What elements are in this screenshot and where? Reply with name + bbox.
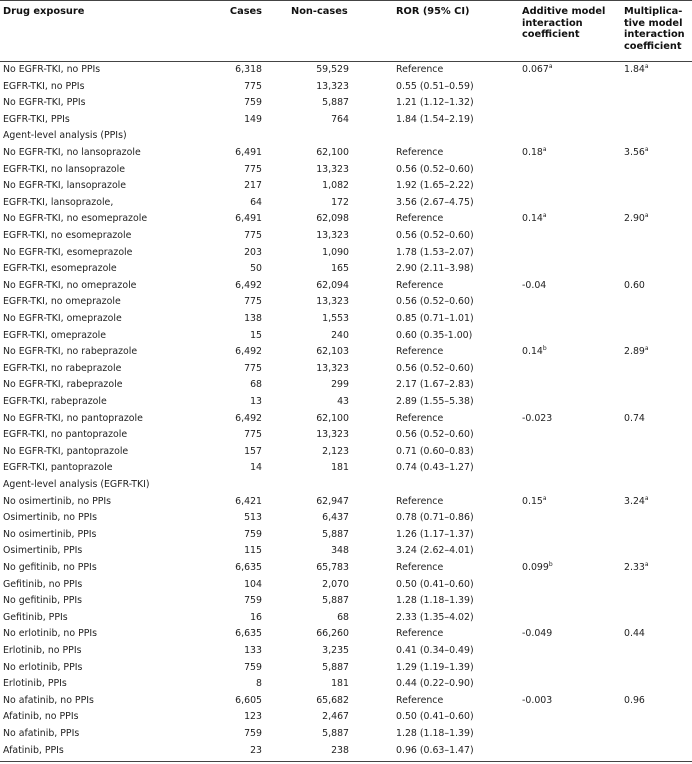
additive-coefficient-value: -0.049 [522,628,553,640]
table-row [0,162,692,179]
additive-coefficient-footnote-marker: a [542,494,547,502]
multiplicative-coefficient-value: 0.44 [624,628,645,640]
ror-cell: 0.60 (0.35-1.00) [396,329,473,341]
multiplicative-coefficient [624,560,649,577]
multiplicative-coefficient-footnote-marker: a [644,62,649,70]
cases-cell: 6,492 [235,279,262,291]
header-multiplicative-line-4: coefficient [624,40,682,52]
multiplicative-coefficient [624,62,649,79]
drug-exposure-cell: No gefitinib, PPIs [3,595,83,607]
non-cases-cell: 5,887 [322,728,349,739]
cases-cell: 123 [244,711,262,723]
table-row [0,643,692,660]
non-cases-cell: 62,094 [316,279,349,291]
drug-exposure-cell: Osimertinib, no PPIs [3,512,97,524]
drug-exposure-cell: EGFR-TKI, esomeprazole [3,263,117,275]
multiplicative-coefficient-footnote-marker: a [644,560,649,568]
cases-cell: 14 [250,462,262,474]
table-row [0,178,692,195]
additive-coefficient-value: 0.15 [522,495,543,507]
non-cases-cell: 5,887 [322,595,349,607]
non-cases-cell: 165 [331,263,349,275]
non-cases-cell: 13,323 [316,362,349,374]
cases-cell: 138 [244,313,262,324]
drug-exposure-cell: Gefitinib, PPIs [3,611,68,623]
ror-cell: 2.89 (1.55–5.38) [396,396,474,407]
multiplicative-coefficient [624,145,649,162]
drug-exposure-cell: Agent-level analysis (PPIs) [3,130,127,142]
ror-cell: 1.21 (1.12–1.32) [396,97,474,109]
multiplicative-coefficient-footnote-marker: a [644,145,649,153]
drug-exposure-cell: No EGFR-TKI, no omeprazole [3,279,137,291]
ror-cell: 0.44 (0.22–0.90) [396,678,474,690]
multiplicative-coefficient [624,278,645,295]
non-cases-cell: 1,082 [322,180,349,192]
additive-coefficient-footnote-marker: a [548,62,553,70]
ror-cell: Reference [396,628,444,640]
drug-exposure-cell: EGFR-TKI, no rabeprazole [3,362,122,374]
additive-coefficient-value: -0.04 [522,279,547,291]
ror-cell: 0.96 (0.63–1.47) [396,744,474,756]
table-row [0,676,692,693]
non-cases-cell: 2,123 [322,445,349,457]
multiplicative-coefficient-row [0,62,692,79]
header-additive-line-3: coefficient [522,29,580,40]
table-row [0,660,692,677]
non-cases-cell: 65,682 [316,694,349,706]
drug-exposure-cell: No EGFR-TKI, omeprazole [3,313,122,324]
drug-exposure-cell: EGFR-TKI, pantoprazole [3,462,113,474]
ror-cell: 1.29 (1.19–1.39) [396,661,474,673]
drug-exposure-cell: No EGFR-TKI, rabeprazole [3,379,123,391]
non-cases-cell: 66,260 [316,628,349,640]
ror-cell: 1.84 (1.54–2.19) [396,113,474,125]
multiplicative-coefficient [624,411,645,428]
header-multiplicative-line-3: interaction [624,29,685,40]
drug-exposure-cell: No EGFR-TKI, no lansoprazole [3,147,141,158]
ror-cell: 0.56 (0.52–0.60) [396,163,474,175]
multiplicative-coefficient-footnote-marker: a [644,212,649,220]
drug-exposure-cell: Osimertinib, PPIs [3,545,83,557]
non-cases-cell: 1,090 [322,246,349,258]
drug-exposure-cell: No EGFR-TKI, lansoprazole [3,180,127,192]
multiplicative-coefficient-value: 2.90 [624,213,645,225]
multiplicative-coefficient-row [0,211,692,228]
ror-cell: 0.56 (0.52–0.60) [396,230,474,241]
drug-exposure-cell: No EGFR-TKI, PPIs [3,97,86,109]
ror-cell: 1.28 (1.18–1.39) [396,728,474,739]
ror-cell: 1.92 (1.65–2.22) [396,180,474,192]
table-row [0,593,692,610]
multiplicative-coefficient-row [0,278,692,295]
additive-coefficient-value: 0.099 [522,562,549,573]
ror-cell: Reference [396,346,444,358]
table-row [0,444,692,461]
header-additive [522,6,605,41]
cases-cell: 149 [244,113,262,125]
non-cases-cell: 2,070 [322,578,349,590]
drug-exposure-cell: EGFR-TKI, no esomeprazole [3,230,132,241]
non-cases-cell: 62,103 [316,346,349,358]
multiplicative-coefficient [624,693,645,710]
ror-cell: 0.56 (0.52–0.60) [396,362,474,374]
drug-exposure-cell: No EGFR-TKI, no esomeprazole [3,213,148,225]
drug-exposure-cell: EGFR-TKI, no omeprazole [3,296,121,308]
multiplicative-coefficient-footnote-marker: a [644,494,649,502]
table-row [0,743,692,760]
drug-exposure-cell: Afatinib, no PPIs [3,711,79,723]
cases-cell: 775 [244,429,262,441]
additive-coefficient-value: 0.14 [522,346,543,358]
multiplicative-coefficient-value: 2.89 [624,346,645,358]
non-cases-cell: 238 [331,744,349,756]
additive-coefficient-footnote-marker: a [542,212,547,220]
ror-cell: 0.85 (0.71–1.01) [396,313,474,324]
drug-exposure-cell: Agent-level analysis (EGFR-TKI) [3,479,150,490]
table-row [0,394,692,411]
multiplicative-coefficient-row [0,411,692,428]
ror-cell: 1.28 (1.18–1.39) [396,595,474,607]
cases-cell: 775 [244,230,262,241]
non-cases-cell: 43 [337,396,349,407]
non-cases-cell: 6,437 [322,512,349,524]
cases-cell: 775 [244,163,262,175]
table-row [0,112,692,129]
table-row [0,427,692,444]
drug-exposure-cell: Gefitinib, no PPIs [3,578,83,590]
non-cases-cell: 13,323 [316,163,349,175]
drug-exposure-cell: EGFR-TKI, no lansoprazole [3,163,125,175]
ror-cell: 2.33 (1.35–4.02) [396,611,474,623]
table-row [0,726,692,743]
cases-cell: 68 [250,379,262,391]
non-cases-cell: 3,235 [322,645,349,656]
ror-cell: 0.74 (0.43–1.27) [396,462,474,474]
ror-cell: 0.71 (0.60–0.83) [396,445,474,457]
table-row [0,361,692,378]
non-cases-cell: 13,323 [316,80,349,92]
header-drug-exposure: Drug exposure [3,6,85,17]
header-non-cases: Non-cases [291,6,348,17]
ror-cell: 3.56 (2.67–4.75) [396,196,474,208]
table-row [0,294,692,311]
ror-cell: Reference [396,412,444,424]
multiplicative-coefficient-value: 3.56 [624,147,645,158]
ror-cell: 1.26 (1.17–1.37) [396,528,474,540]
drug-exposure-cell: No erlotinib, no PPIs [3,628,98,640]
additive-coefficient-value: -0.003 [522,694,553,706]
ror-cell: 2.90 (2.11–3.98) [396,263,474,275]
ror-cell: Reference [396,213,444,225]
non-cases-cell: 5,887 [322,661,349,673]
ror-cell: 0.56 (0.52–0.60) [396,429,474,441]
cases-cell: 64 [250,196,262,208]
drug-exposure-cell: No EGFR-TKI, esomeprazole [3,246,133,258]
cases-cell: 6,491 [235,147,262,158]
cases-cell: 513 [244,512,262,524]
drug-exposure-cell: No EGFR-TKI, no pantoprazole [3,412,143,424]
cases-cell: 759 [244,728,262,739]
multiplicative-coefficient [624,494,649,511]
additive-coefficient-footnote-marker: b [542,345,547,353]
cases-cell: 104 [244,578,262,590]
drug-exposure-cell: No osimertinib, no PPIs [3,495,112,507]
additive-coefficient-footnote-marker: a [542,145,547,153]
non-cases-cell: 62,098 [316,213,349,225]
ror-cell: Reference [396,562,444,573]
ror-cell: 0.50 (0.41–0.60) [396,578,474,590]
non-cases-cell: 13,323 [316,429,349,441]
non-cases-cell: 299 [331,379,349,391]
multiplicative-coefficient-value: 1.84 [624,64,645,75]
cases-cell: 217 [244,180,262,192]
multiplicative-coefficient-footnote-marker: a [644,345,649,353]
cases-cell: 6,318 [235,64,262,75]
non-cases-cell: 5,887 [322,97,349,109]
cases-cell: 759 [244,528,262,540]
cases-cell: 6,635 [235,628,262,640]
table-row [0,477,692,494]
table-row [0,709,692,726]
bottom-rule [0,761,692,762]
multiplicative-coefficient [624,344,649,361]
cases-cell: 775 [244,80,262,92]
non-cases-cell: 62,100 [316,412,349,424]
non-cases-cell: 1,553 [322,313,349,324]
ror-cell: Reference [396,495,444,507]
ror-cell: 2.17 (1.67–2.83) [396,379,474,391]
non-cases-cell: 68 [337,611,349,623]
multiplicative-coefficient-value: 0.60 [624,279,645,291]
non-cases-cell: 59,529 [316,64,349,75]
table-row [0,610,692,627]
ror-cell: 0.78 (0.71–0.86) [396,512,474,524]
table-row [0,527,692,544]
table-row [0,195,692,212]
additive-coefficient-value: 0.14 [522,213,543,225]
drug-exposure-cell: No afatinib, no PPIs [3,694,94,706]
header-cases: Cases [229,6,262,17]
cases-cell: 133 [244,645,262,656]
non-cases-cell: 172 [331,196,349,208]
multiplicative-coefficient-value: 3.24 [624,495,645,507]
drug-exposure-cell: No EGFR-TKI, pantoprazole [3,445,129,457]
header-additive-line-1: Additive model [522,6,606,17]
cases-cell: 8 [256,678,262,690]
drug-exposure-cell: EGFR-TKI, rabeprazole [3,396,107,407]
table-row [0,510,692,527]
additive-coefficient-value: -0.023 [522,412,553,424]
cases-cell: 115 [244,545,262,557]
cases-cell: 6,635 [235,562,262,573]
ror-cell: 0.55 (0.51–0.59) [396,80,474,92]
non-cases-cell: 764 [331,113,349,125]
drug-exposure-cell: EGFR-TKI, no PPIs [3,80,85,92]
ror-cell: 1.78 (1.53–2.07) [396,246,474,258]
drug-exposure-cell: EGFR-TKI, lansoprazole, [3,196,114,208]
drug-exposure-cell: EGFR-TKI, PPIs [3,113,70,125]
table-row [0,460,692,477]
non-cases-cell: 62,947 [316,495,349,507]
drug-exposure-cell: No EGFR-TKI, no rabeprazole [3,346,138,358]
multiplicative-coefficient-value: 2.33 [624,562,645,573]
multiplicative-coefficient-row [0,626,692,643]
cases-cell: 6,491 [235,213,262,225]
drug-exposure-cell: No osimertinib, PPIs [3,528,97,540]
table-row [0,228,692,245]
cases-cell: 16 [250,611,262,623]
table-row [0,95,692,112]
table-row [0,245,692,262]
cases-cell: 203 [244,246,262,258]
header-additive-line-2: interaction [522,17,583,29]
cases-cell: 6,605 [235,694,262,706]
table-row [0,128,692,145]
non-cases-cell: 65,783 [316,562,349,573]
multiplicative-coefficient [624,626,645,643]
cases-cell: 759 [244,97,262,109]
table-row [0,311,692,328]
ror-cell: Reference [396,147,444,158]
non-cases-cell: 62,100 [316,147,349,158]
multiplicative-coefficient [624,211,649,228]
multiplicative-coefficient-row [0,494,692,511]
cases-cell: 759 [244,661,262,673]
ror-cell: 0.56 (0.52–0.60) [396,296,474,308]
header-ror: ROR (95% CI) [396,6,470,17]
table-row [0,377,692,394]
ror-cell: 0.41 (0.34–0.49) [396,645,474,656]
cases-cell: 23 [250,744,262,756]
drug-exposure-cell: Afatinib, PPIs [3,744,64,756]
multiplicative-coefficient-row [0,344,692,361]
drug-exposure-cell: EGFR-TKI, omeprazole [3,329,107,341]
ror-cell: 3.24 (2.62–4.01) [396,545,474,557]
non-cases-cell: 5,887 [322,528,349,540]
header-multiplicative-line-1: Multiplica- [624,6,683,17]
additive-coefficient-value: 0.18 [522,147,543,158]
cases-cell: 775 [244,296,262,308]
table-row [0,261,692,278]
cases-cell: 13 [250,396,262,407]
drug-exposure-cell: No EGFR-TKI, no PPIs [3,64,101,75]
table-row [0,79,692,96]
cases-cell: 6,492 [235,346,262,358]
non-cases-cell: 181 [331,678,349,690]
header-multiplicative [624,6,685,52]
multiplicative-coefficient-value: 0.74 [624,412,645,424]
non-cases-cell: 13,323 [316,296,349,308]
additive-coefficient-footnote-marker: b [548,560,553,568]
non-cases-cell: 348 [331,545,349,557]
cases-cell: 775 [244,362,262,374]
cases-cell: 6,492 [235,412,262,424]
table-row [0,543,692,560]
multiplicative-coefficient-row [0,145,692,162]
drug-exposure-cell: No afatinib, PPIs [3,728,80,739]
ror-cell: Reference [396,694,444,706]
non-cases-cell: 181 [331,462,349,474]
drug-exposure-cell: Erlotinib, PPIs [3,678,67,690]
cases-cell: 50 [250,263,262,275]
cases-cell: 759 [244,595,262,607]
drug-exposure-cell: Erlotinib, no PPIs [3,645,82,656]
additive-coefficient-value: 0.067 [522,64,549,75]
drug-exposure-cell: EGFR-TKI, no pantoprazole [3,429,128,441]
drug-exposure-cell: No erlotinib, PPIs [3,661,83,673]
drug-exposure-cell: No gefitinib, no PPIs [3,562,97,573]
top-rule [0,0,692,1]
non-cases-cell: 240 [331,329,349,341]
header-multiplicative-line-2: tive model [624,17,683,29]
multiplicative-coefficient-row [0,693,692,710]
cases-cell: 15 [250,329,262,341]
multiplicative-coefficient-row [0,560,692,577]
non-cases-cell: 2,467 [322,711,349,723]
table-row [0,577,692,594]
cases-cell: 157 [244,445,262,457]
table-row [0,328,692,345]
ror-cell: Reference [396,279,444,291]
cases-cell: 6,421 [235,495,262,507]
non-cases-cell: 13,323 [316,230,349,241]
multiplicative-coefficient-value: 0.96 [624,694,645,706]
ror-cell: Reference [396,64,444,75]
ror-cell: 0.50 (0.41–0.60) [396,711,474,723]
